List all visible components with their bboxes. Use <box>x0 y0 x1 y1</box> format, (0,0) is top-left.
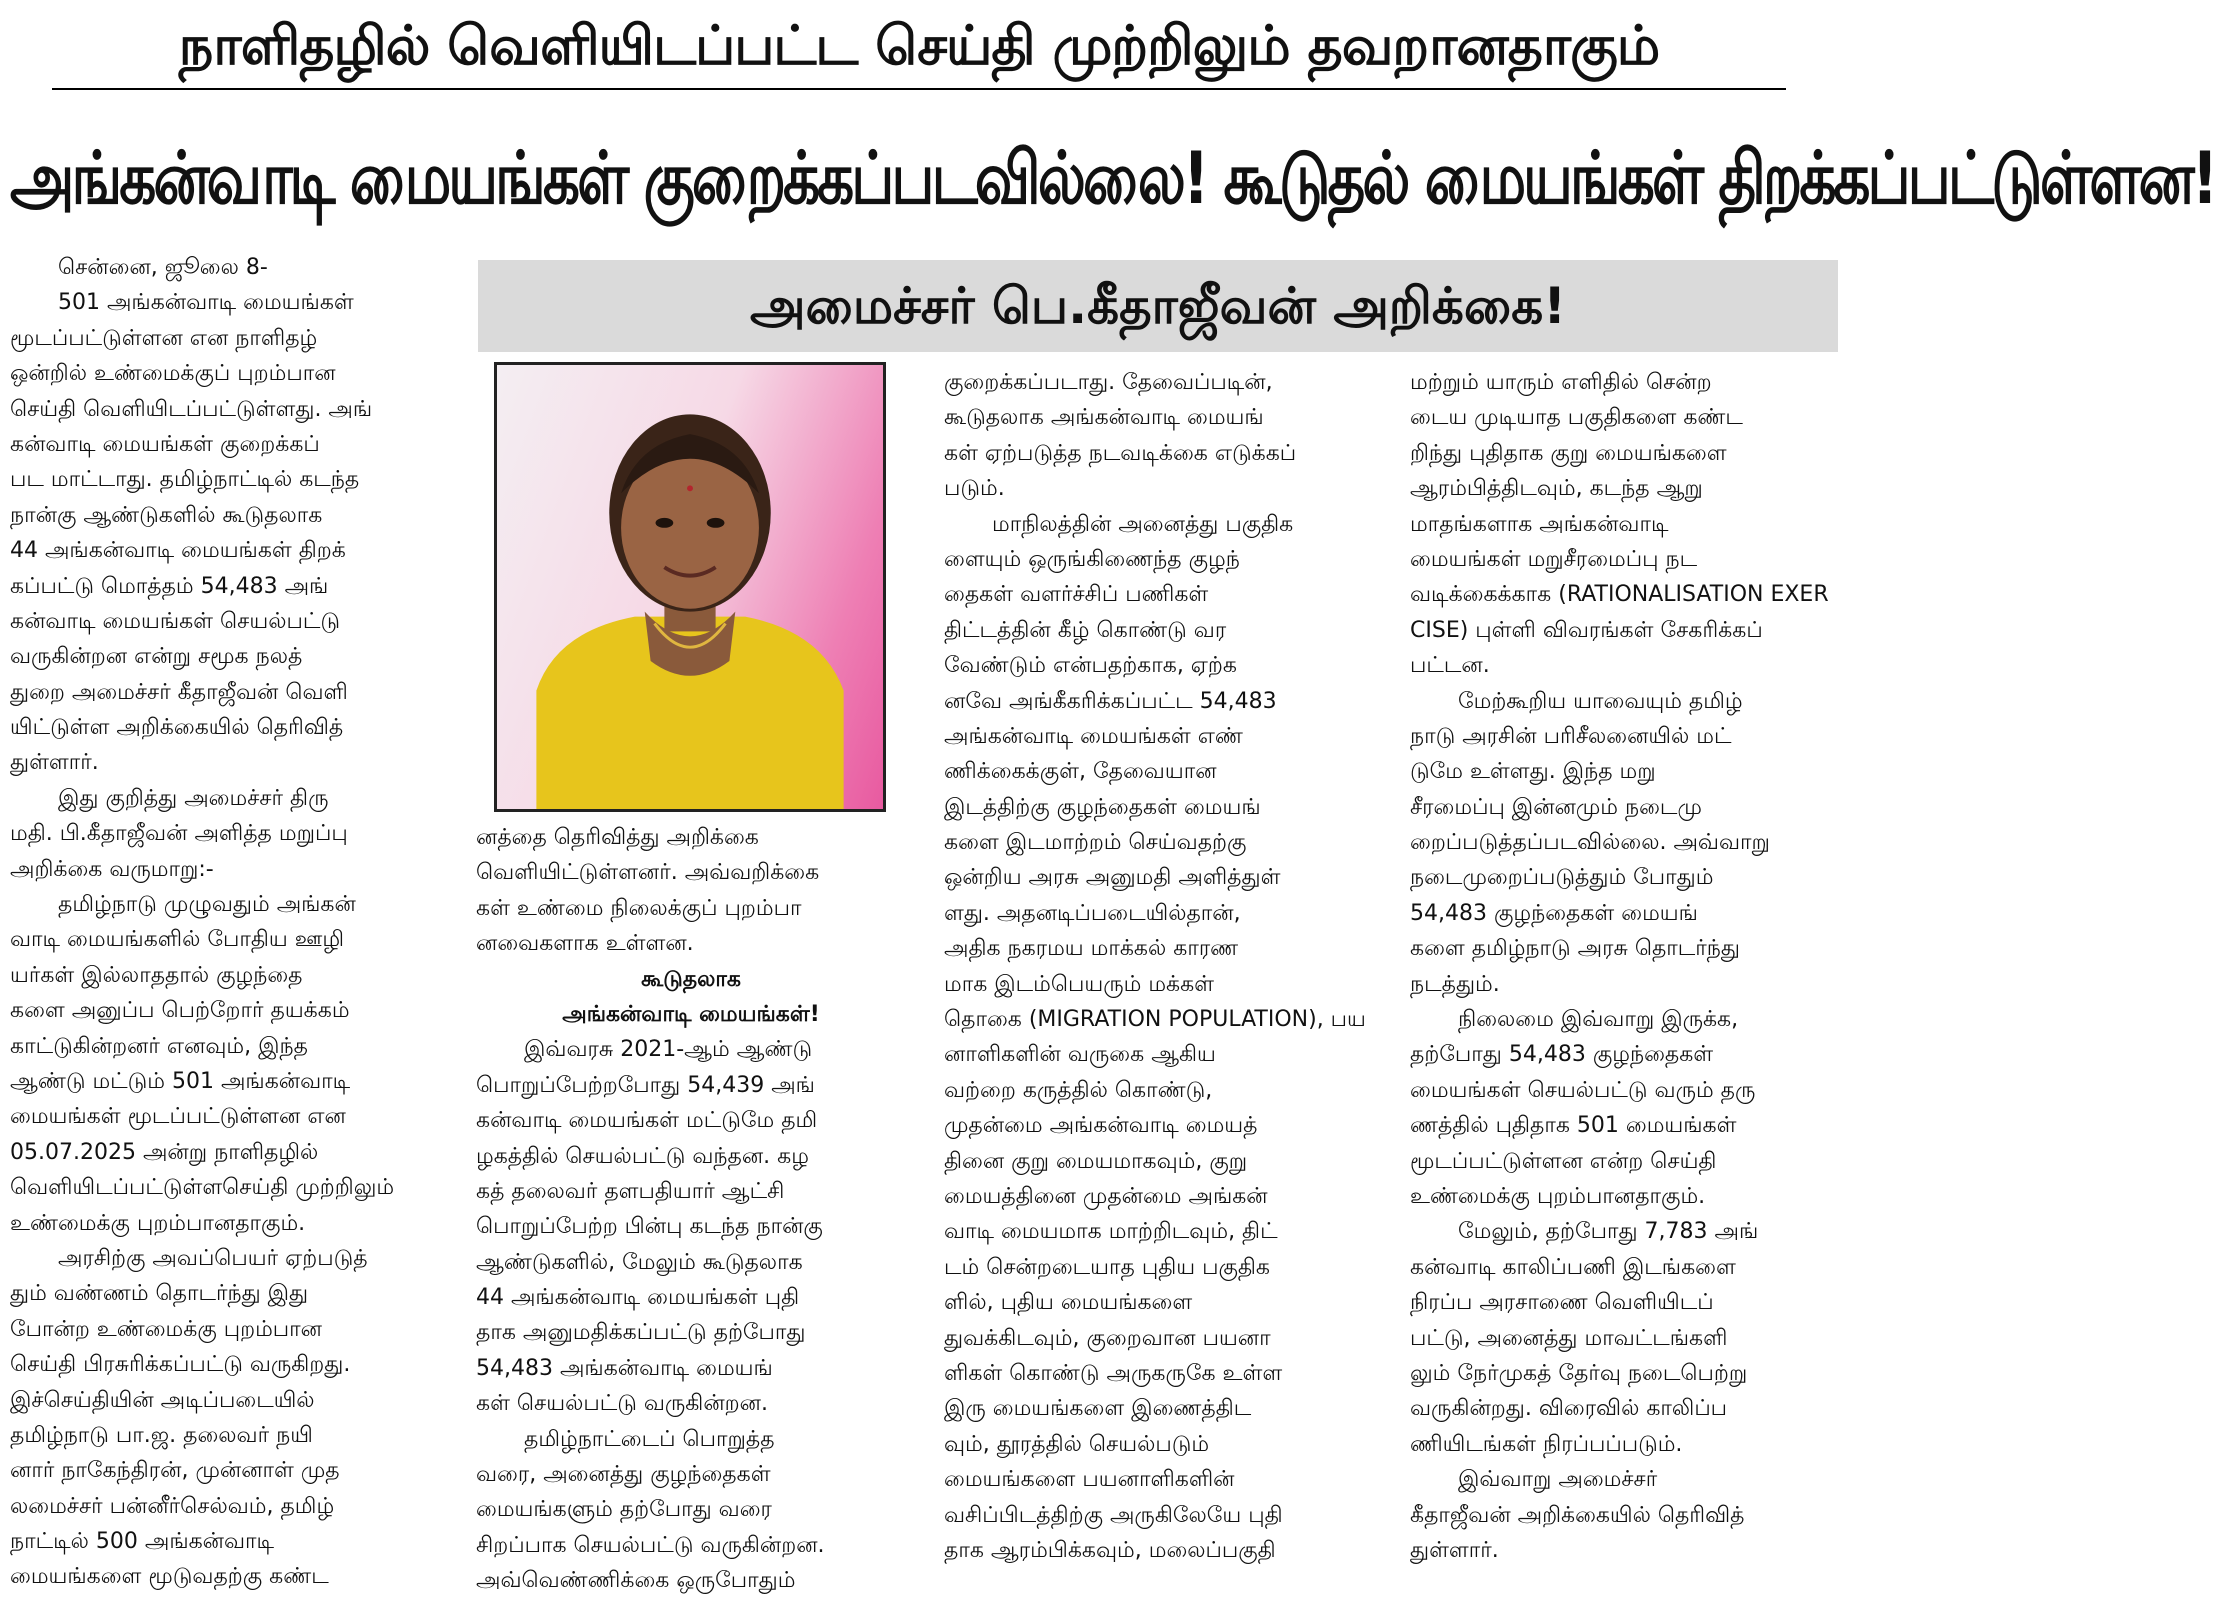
text-line: வடிக்கைக்காக (RATIONALISATION EXER <box>1410 582 1829 608</box>
text-line: இவ்வரசு 2021-ஆம் ஆண்டு <box>524 1037 813 1063</box>
text-line: 54,483 அங்கன்வாடி மையங் <box>476 1355 773 1381</box>
text-line: 44 அங்கன்வாடி மையங்கள் புதி <box>476 1285 800 1311</box>
text-line: வருகின்றது. விரைவில் காலிப்ப <box>1410 1396 1728 1422</box>
text-line: றைப்படுத்தப்படவில்லை. அவ்வாறு <box>1410 830 1770 856</box>
text-line: மேலும், தற்போது 7,783 அங் <box>1458 1219 1759 1245</box>
text-line: ளையும் ஒருங்கிணைந்த குழந் <box>944 546 1240 572</box>
text-line: கன்வாடி காலிப்பணி இடங்களை <box>1410 1254 1736 1280</box>
text-line: ளில், புதிய மையங்களை <box>944 1290 1193 1316</box>
text-line: வும், தூரத்தில் செயல்படும் <box>944 1431 1210 1457</box>
text-line: மாக இடம்பெயரும் மக்கள் <box>944 971 1215 997</box>
text-line: னவே அங்கீகரிக்கப்பட்ட 54,483 <box>944 688 1277 714</box>
text-line: வற்றை கருத்தில் கொண்டு, <box>944 1077 1213 1103</box>
text-line: CISE) புள்ளி விவரங்கள் சேகரிக்கப் <box>1410 617 1763 643</box>
article-column-2 <box>476 820 906 1599</box>
text-line: உண்மைக்கு புறம்பானதாகும். <box>1410 1183 1706 1209</box>
text-line: ஒன்றிய அரசு அனுமதி அளித்துள் <box>944 865 1281 891</box>
text-line: ஆண்டு மட்டும் 501 அங்கன்வாடி <box>10 1068 351 1094</box>
text-line: வரை, அனைத்து குழந்தைகள் <box>476 1462 771 1488</box>
text-line: மாதங்களாக அங்கன்வாடி <box>1410 511 1669 537</box>
text-line: இடத்திற்கு குழந்தைகள் மையங் <box>944 794 1261 820</box>
text-line: ஒன்றில் உண்மைக்குப் புறம்பான <box>10 361 336 387</box>
text-line: கப்பட்டு மொத்தம் 54,483 அங் <box>10 573 329 599</box>
minister-portrait-photo <box>494 362 886 812</box>
text-line: நிலைமை இவ்வாறு இருக்க, <box>1458 1007 1739 1033</box>
text-line: ளது. அதனடிப்படையில்தான், <box>944 900 1241 926</box>
main-headline: அங்கன்வாடி மையங்கள் குறைக்கப்படவில்லை! கூடுதல் மையங்கள் திறக்கப்பட்டுள்ளன! <box>10 135 2215 221</box>
headline-divider <box>52 88 1786 90</box>
text-line: மையங்களை மூடுவதற்கு கண்ட <box>10 1564 329 1590</box>
text-line: நாடு அரசின் பரிசீலனையில் மட் <box>1410 723 1732 749</box>
text-line: தமிழ்நாட்டைப் பொறுத்த <box>524 1426 775 1452</box>
text-line: னார் நாகேந்திரன், முன்னாள் முத <box>10 1458 340 1484</box>
text-line: அங்கன்வாடி மையங்கள் எண் <box>944 723 1243 749</box>
article-column-1 <box>10 250 430 1595</box>
text-line: 05.07.2025 அன்று நாளிதழில் <box>10 1139 319 1165</box>
text-line: தினை குறு மையமாகவும், குறு <box>944 1148 1248 1174</box>
text-line: துவக்கிடவும், குறைவான பயனா <box>944 1325 1271 1351</box>
text-line: 44 அங்கன்வாடி மையங்கள் திறக் <box>10 538 346 564</box>
text-line: குறைக்கப்படாது. தேவைப்படின், <box>944 370 1273 395</box>
text-line: நடைமுறைப்படுத்தும் போதும் <box>1410 865 1714 891</box>
text-line: மையங்கள் செயல்பட்டு வரும் தரு <box>1410 1077 1756 1103</box>
section-heading: கூடுதலாக <box>641 966 741 992</box>
text-line: யிட்டுள்ள அறிக்கையில் தெரிவித் <box>10 715 344 741</box>
text-line: னாளிகளின் வருகை ஆகிய <box>944 1042 1216 1068</box>
top-headline: நாளிதழில் வெளியிடப்பட்ட செய்தி முற்றிலும் தவறானதாகும் <box>178 14 1660 77</box>
text-line: லும் நேர்முகத் தேர்வு நடைபெற்று <box>1410 1360 1748 1386</box>
text-line: மற்றும் யாரும் எளிதில் சென்ற <box>1410 370 1712 395</box>
text-line: பட்டு, அனைத்து மாவட்டங்களி <box>1410 1325 1728 1351</box>
text-line: நான்கு ஆண்டுகளில் கூடுதலாக <box>10 502 323 528</box>
text-line: செய்தி வெளியிடப்பட்டுள்ளது. அங் <box>10 396 373 422</box>
text-line: இது குறித்து அமைச்சர் திரு <box>58 785 329 811</box>
text-line: சீரமைப்பு இன்னமும் நடைமு <box>1410 794 1702 820</box>
text-line: கன்வாடி மையங்கள் குறைக்கப் <box>10 431 320 457</box>
text-line: ணியிடங்கள் நிரப்பப்படும். <box>1410 1431 1683 1457</box>
text-line: டம் சென்றடையாத புதிய பகுதிக <box>944 1254 1270 1280</box>
text-line: ழகத்தில் செயல்பட்டு வந்தன. கழ <box>476 1143 809 1169</box>
text-line: பட மாட்டாது. தமிழ்நாட்டில் கடந்த <box>10 467 360 493</box>
text-line: தொகை (MIGRATION POPULATION), பய <box>944 1007 1366 1033</box>
text-line: ணிக்கைக்குள், தேவையான <box>944 759 1217 785</box>
text-line: வருகின்றன என்று சமூக நலத் <box>10 644 303 670</box>
text-line: கள் ஏற்படுத்த நடவடிக்கை எடுக்கப் <box>944 440 1297 466</box>
text-line: மூடப்பட்டுள்ளன என நாளிதழ் <box>10 325 318 351</box>
text-line: தாக அனுமதிக்கப்பட்டு தற்போது <box>476 1320 806 1346</box>
text-line: களை தமிழ்நாடு அரசு தொடர்ந்து <box>1410 936 1740 962</box>
text-line: தற்போது 54,483 குழந்தைகள் <box>1410 1042 1714 1068</box>
text-line: தாக ஆரம்பிக்கவும், மலைப்பகுதி <box>944 1537 1276 1563</box>
text-line: கன்வாடி மையங்கள் செயல்பட்டு <box>10 608 340 634</box>
text-line: ணத்தில் புதிதாக 501 மையங்கள் <box>1410 1113 1737 1139</box>
text-line: மையங்களை பயனாளிகளின் <box>944 1467 1235 1493</box>
text-line: மேற்கூறிய யாவையும் தமிழ் <box>1458 688 1743 714</box>
text-line: கத் தலைவர் தளபதியார் ஆட்சி <box>476 1178 785 1204</box>
portrait-illustration <box>497 365 883 809</box>
text-line: சிறப்பாக செயல்பட்டு வருகின்றன. <box>476 1532 825 1558</box>
text-line: தமிழ்நாடு பா.ஜ. தலைவர் நயி <box>10 1422 313 1448</box>
text-line: யர்கள் இல்லாததால் குழந்தை <box>10 962 303 988</box>
text-line: துள்ளார். <box>1410 1537 1499 1563</box>
text-line: அறிக்கை வருமாறு:- <box>10 856 214 882</box>
text-line: வாடி மையமாக மாற்றிடவும், திட் <box>944 1219 1278 1245</box>
text-line: ஆண்டுகளில், மேலும் கூடுதலாக <box>476 1249 803 1275</box>
text-line: டுமே உள்ளது. இந்த மறு <box>1410 759 1656 785</box>
text-line: மையங்களும் தற்போது வரை <box>476 1497 772 1523</box>
text-line: இவ்வாறு அமைச்சர் <box>1458 1467 1658 1493</box>
text-line: இச்செய்தியின் அடிப்படையில் <box>10 1387 315 1413</box>
text-line: பொறுப்பேற்றபோது 54,439 அங் <box>476 1072 815 1098</box>
text-line: களை இடமாற்றம் செய்வதற்கு <box>944 830 1247 856</box>
text-line: படும். <box>944 476 1005 502</box>
section-heading: அங்கன்வாடி மையங்கள்! <box>562 1001 820 1027</box>
text-line: னவைகளாக உள்ளன. <box>476 931 694 957</box>
text-line: கள் செயல்பட்டு வருகின்றன. <box>476 1391 768 1417</box>
text-line: தைகள் வளர்ச்சிப் பணிகள் <box>944 582 1209 608</box>
text-line: வசிப்பிடத்திற்கு அருகிலேயே புதி <box>944 1502 1283 1528</box>
subheadline: அமைச்சர் பெ.கீதாஜீவன் அறிக்கை! <box>749 277 1566 335</box>
text-line: உண்மைக்கு புறம்பானதாகும். <box>10 1210 306 1236</box>
text-line: கன்வாடி மையங்கள் மட்டுமே தமி <box>476 1108 818 1134</box>
text-line: மூடப்பட்டுள்ளன என்ற செய்தி <box>1410 1148 1717 1174</box>
text-line: துள்ளார். <box>10 750 99 776</box>
text-line: டைய முடியாத பகுதிகளை கண்ட <box>1410 405 1743 431</box>
text-line: 54,483 குழந்தைகள் மையங் <box>1410 900 1698 926</box>
text-line: 501 அங்கன்வாடி மையங்கள் <box>58 290 354 316</box>
text-line: நாட்டில் 500 அங்கன்வாடி <box>10 1529 275 1555</box>
text-line: நிரப்ப அரசாணை வெளியிடப் <box>1410 1290 1714 1316</box>
text-line: கீதாஜீவன் அறிக்கையில் தெரிவித் <box>1410 1502 1745 1528</box>
text-line: லமைச்சர் பன்னீர்செல்வம், தமிழ் <box>10 1493 335 1519</box>
text-line: மதி. பி.கீதாஜீவன் அளித்த மறுப்பு <box>10 821 348 847</box>
text-line: துறை அமைச்சர் கீதாஜீவன் வெளி <box>10 679 348 705</box>
text-line: காட்டுகின்றனர் எனவும், இந்த <box>10 1033 308 1059</box>
text-line: வெளியிடப்பட்டுள்ளசெய்தி முற்றிலும் <box>10 1175 395 1201</box>
text-line: வாடி மையங்களில் போதிய ஊழி <box>10 927 345 953</box>
text-line: தமிழ்நாடு முழுவதும் அங்கன் <box>58 892 356 918</box>
text-line: அவ்வெண்ணிக்கை ஒருபோதும் <box>476 1568 796 1594</box>
text-line: களை அனுப்ப பெற்றோர் தயக்கம் <box>10 998 350 1024</box>
text-line: மாநிலத்தின் அனைத்து பகுதிக <box>992 511 1294 537</box>
text-line: வேண்டும் என்பதற்காக, ஏற்க <box>944 653 1237 679</box>
text-line: அரசிற்கு அவப்பெயர் ஏற்படுத் <box>58 1245 368 1271</box>
text-line: மையங்கள் மறுசீரமைப்பு நட <box>1410 546 1698 572</box>
text-line: செய்தி பிரசுரிக்கப்பட்டு வருகிறது. <box>10 1352 351 1378</box>
text-line: அதிக நகரமய மாக்கல் காரண <box>944 936 1239 962</box>
text-line: திட்டத்தின் கீழ் கொண்டு வர <box>944 617 1227 643</box>
text-line: சென்னை, ஜூலை 8- <box>58 255 268 280</box>
text-line: பட்டன. <box>1410 653 1490 679</box>
text-line: கள் உண்மை நிலைக்குப் புறம்பா <box>476 895 802 921</box>
text-line: நடத்தும். <box>1410 971 1500 997</box>
text-line: ஆரம்பித்திடவும், கடந்த ஆறு <box>1410 476 1703 502</box>
text-line: போன்ற உண்மைக்கு புறம்பான <box>10 1316 322 1342</box>
text-line: மையத்தினை முதன்மை அங்கன் <box>944 1183 1268 1209</box>
text-line: முதன்மை அங்கன்வாடி மையத் <box>944 1113 1258 1139</box>
text-line: இரு மையங்களை இணைத்திட <box>944 1396 1252 1422</box>
text-line: கூடுதலாக அங்கன்வாடி மையங் <box>944 405 1264 431</box>
text-line: றிந்து புதிதாக குறு மையங்களை <box>1410 440 1727 466</box>
text-line: னத்தை தெரிவித்து அறிக்கை <box>476 825 759 850</box>
text-line: பொறுப்பேற்ற பின்பு கடந்த நான்கு <box>476 1214 823 1240</box>
text-line: வெளியிட்டுள்ளனர். அவ்வறிக்கை <box>476 860 820 886</box>
article-column-4 <box>1410 365 1835 1568</box>
text-line: தும் வண்ணம் தொடர்ந்து இது <box>10 1281 309 1307</box>
text-line: மையங்கள் மூடப்பட்டுள்ளன என <box>10 1104 346 1130</box>
text-line: ளிகள் கொண்டு அருகருகே உள்ள <box>944 1360 1283 1386</box>
article-column-3 <box>944 365 1374 1568</box>
